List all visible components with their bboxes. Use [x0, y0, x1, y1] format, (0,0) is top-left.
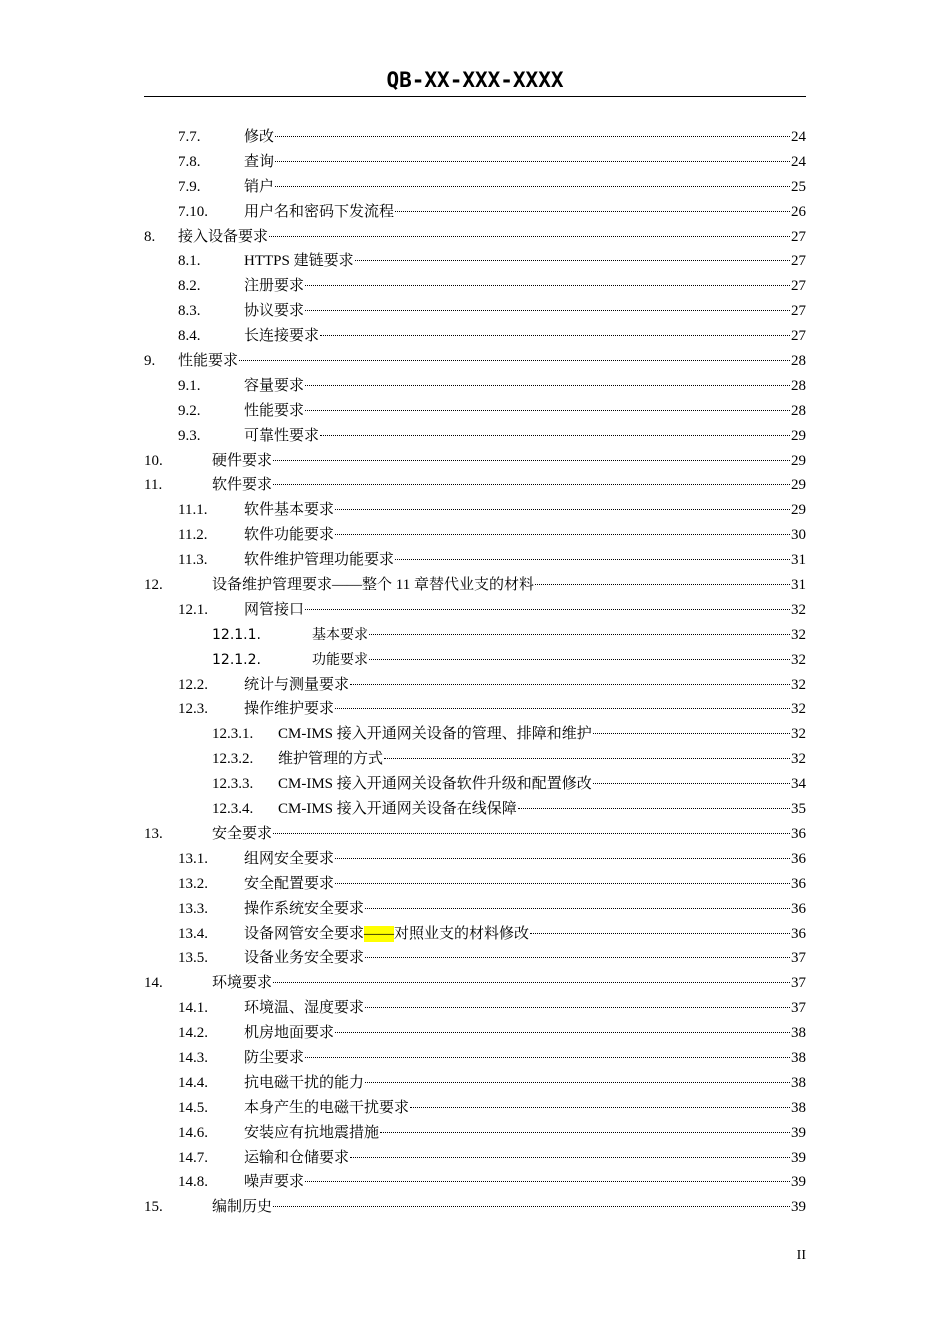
toc-entry-title	[244, 673, 349, 698]
toc-entry-page: 24	[791, 129, 806, 145]
toc-entry[interactable]	[144, 324, 806, 349]
toc-entry[interactable]	[144, 374, 806, 399]
toc-entry[interactable]	[144, 548, 806, 573]
toc-entry-title-text: HTTPS 建链要求	[244, 253, 354, 270]
toc-entry[interactable]	[144, 424, 806, 449]
toc-entry-title-text: 软件基本要求	[244, 502, 335, 519]
toc-entry-number: 12.1.2.	[212, 651, 261, 668]
dot-leader	[335, 882, 790, 884]
toc-entry-title-text: 长连接要求	[244, 328, 320, 345]
toc-entry-page: 38	[791, 1049, 806, 1066]
toc-entry-page: 32	[791, 751, 806, 768]
page-header	[144, 66, 806, 97]
toc-entry-title	[212, 971, 272, 996]
dot-leader	[335, 1031, 790, 1033]
toc-entry-title-text: 操作维护要求	[244, 701, 335, 718]
toc-entry[interactable]	[144, 722, 806, 747]
toc-entry-number: 9.	[144, 353, 156, 370]
toc-entry-title-text: 协议要求	[244, 303, 305, 320]
dot-leader	[239, 359, 790, 361]
toc-entry[interactable]	[144, 1071, 806, 1096]
toc-entry-page: 36	[791, 850, 806, 867]
toc-entry-number: 12.3.	[178, 701, 208, 718]
toc-entry-title	[178, 349, 238, 374]
toc-entry-title	[212, 1195, 272, 1220]
dot-leader	[365, 907, 790, 909]
toc-entry-title-text: 硬件要求	[212, 452, 273, 469]
dot-leader	[275, 160, 790, 162]
toc-entry-number: 12.1.	[178, 601, 208, 618]
toc-entry-page: 36	[791, 825, 806, 842]
toc-entry-number: 12.3.3.	[212, 776, 254, 793]
toc-entry-title	[178, 225, 268, 250]
dot-leader	[273, 981, 790, 983]
toc-entry-title	[244, 200, 394, 225]
toc-entry-title-text: 统计与测量要求	[244, 676, 350, 693]
dot-leader	[355, 259, 790, 261]
toc-entry-title-text: 基本要求	[312, 626, 368, 643]
toc-entry[interactable]	[144, 449, 806, 474]
dot-leader	[273, 1205, 790, 1207]
dot-leader	[518, 807, 790, 809]
toc-entry-page: 30	[791, 527, 806, 544]
toc-entry-title-text: 注册要求	[244, 278, 305, 295]
toc-entry-title	[278, 772, 592, 797]
dot-leader	[384, 757, 790, 759]
toc-entry-title-text: 安装应有抗地震措施	[244, 1124, 380, 1141]
document-code: QB-XX-XXX-XXXX	[386, 68, 564, 92]
toc-entry[interactable]	[144, 673, 806, 698]
toc-entry-page: 32	[791, 701, 806, 718]
toc-entry-title	[244, 1146, 349, 1171]
toc-entry[interactable]	[144, 349, 806, 374]
toc-entry-title-text: 销户	[244, 178, 275, 195]
toc-entry-page: 39	[791, 1124, 806, 1141]
toc-entry-title-text: 软件维护管理功能要求	[244, 552, 395, 569]
toc-entry-title-text: CM-IMS 接入开通网关设备在线保障	[278, 801, 517, 818]
toc-entry-number: 14.4.	[178, 1074, 208, 1091]
toc-entry[interactable]	[144, 747, 806, 772]
table-of-contents	[144, 125, 806, 1220]
toc-entry-title	[244, 523, 334, 548]
toc-entry[interactable]	[144, 225, 806, 250]
toc-entry-title-text: 环境温、湿度要求	[244, 1000, 365, 1017]
toc-entry-page: 26	[791, 203, 806, 220]
toc-entry-page: 37	[791, 1000, 806, 1017]
toc-entry-number: 12.3.4.	[212, 801, 254, 818]
toc-entry-number: 9.1.	[178, 377, 201, 394]
toc-entry-title	[244, 897, 364, 922]
toc-entry-title	[278, 797, 517, 822]
toc-entry-page: 32	[791, 626, 806, 643]
toc-entry-number: 14.7.	[178, 1149, 208, 1166]
toc-entry-title	[212, 473, 272, 498]
toc-entry-page: 38	[791, 1025, 806, 1042]
toc-entry-title-text: 网管接口	[244, 601, 305, 618]
toc-entry-number: 8.1.	[178, 253, 201, 270]
toc-entry-page: 31	[791, 552, 806, 569]
toc-entry[interactable]	[144, 473, 806, 498]
toc-entry-title-text: 防尘要求	[244, 1049, 305, 1066]
toc-entry-title	[244, 274, 304, 299]
toc-entry[interactable]	[144, 498, 806, 523]
toc-entry-title-text: 机房地面要求	[244, 1025, 335, 1042]
toc-entry[interactable]	[144, 200, 806, 225]
toc-entry-page: 39	[791, 1174, 806, 1191]
toc-entry-title	[278, 722, 592, 747]
toc-entry[interactable]	[144, 573, 806, 598]
dot-leader	[275, 185, 790, 187]
toc-entry[interactable]	[144, 299, 806, 324]
dot-leader	[305, 608, 790, 610]
toc-entry-title-text: 软件功能要求	[244, 527, 335, 544]
toc-entry[interactable]	[144, 946, 806, 971]
toc-entry-page: 31	[791, 577, 806, 594]
toc-entry[interactable]	[144, 1195, 806, 1220]
toc-entry-number: 11.	[144, 477, 163, 494]
toc-entry[interactable]	[144, 847, 806, 872]
toc-entry-number: 12.3.2.	[212, 751, 254, 768]
dot-leader	[530, 932, 790, 934]
dot-leader	[335, 857, 790, 859]
dot-leader	[350, 683, 790, 685]
toc-entry-title	[244, 1071, 364, 1096]
toc-entry-number: 12.3.1.	[212, 726, 254, 743]
toc-entry-title	[244, 249, 354, 274]
toc-entry-title	[244, 175, 274, 200]
toc-entry-number: 12.	[144, 577, 163, 594]
toc-entry-title	[244, 598, 304, 623]
toc-entry-number: 7.10.	[178, 203, 208, 220]
dot-leader	[410, 1106, 790, 1108]
toc-entry[interactable]	[144, 175, 806, 200]
toc-entry-title-text: 设备维护管理要求——整个 11 章替代业支的材料	[212, 577, 534, 594]
toc-entry-page: 39	[791, 1199, 806, 1216]
toc-entry[interactable]	[144, 971, 806, 996]
toc-entry-title-text: 运输和仓储要求	[244, 1149, 350, 1166]
toc-entry-number: 11.2.	[178, 527, 208, 544]
toc-entry-title	[244, 847, 334, 872]
toc-entry-title	[278, 747, 383, 772]
toc-entry-title	[212, 822, 272, 847]
toc-entry-title-text: 抗电磁干扰的能力	[244, 1074, 365, 1091]
toc-entry[interactable]	[144, 897, 806, 922]
toc-entry-page: 36	[791, 925, 806, 942]
toc-entry-number: 13.5.	[178, 950, 208, 967]
toc-entry[interactable]	[144, 1046, 806, 1071]
toc-entry[interactable]	[144, 697, 806, 722]
toc-entry-title-text: 可靠性要求	[244, 427, 320, 444]
toc-entry-page: 27	[791, 278, 806, 295]
toc-entry-title-text: 编制历史	[212, 1199, 273, 1216]
toc-entry-number: 13.	[144, 825, 163, 842]
dot-leader	[320, 334, 790, 336]
toc-entry-title-text: 设备网管安全要求	[244, 925, 365, 942]
toc-entry-number: 15.	[144, 1199, 163, 1216]
toc-entry-title	[212, 573, 534, 598]
toc-entry-page: 28	[791, 402, 806, 419]
dot-leader	[335, 533, 790, 535]
toc-entry-title-text: 查询	[244, 153, 275, 170]
toc-entry-page: 29	[791, 502, 806, 519]
dot-leader	[369, 658, 790, 660]
toc-entry-page: 35	[791, 801, 806, 818]
toc-entry-title-text: 安全配置要求	[244, 875, 335, 892]
toc-entry[interactable]	[144, 996, 806, 1021]
toc-entry-title	[244, 946, 364, 971]
dot-leader	[269, 235, 790, 237]
dot-leader	[305, 284, 790, 286]
toc-entry[interactable]	[144, 598, 806, 623]
dot-leader	[395, 210, 790, 212]
dot-leader	[365, 1081, 790, 1083]
toc-entry-page: 39	[791, 1149, 806, 1166]
toc-entry[interactable]	[144, 623, 806, 648]
toc-entry[interactable]	[144, 150, 806, 175]
toc-entry-title-text: 设备业务安全要求	[244, 950, 365, 967]
toc-entry-title	[244, 1121, 379, 1146]
toc-entry-number: 12.1.1.	[212, 626, 261, 643]
toc-entry-page: 38	[791, 1074, 806, 1091]
toc-entry-title-text: 接入设备要求	[178, 228, 269, 245]
toc-entry-number: 13.2.	[178, 875, 208, 892]
dot-leader	[275, 135, 790, 137]
toc-entry-title-text: 噪声要求	[244, 1174, 305, 1191]
toc-entry[interactable]	[144, 772, 806, 797]
toc-entry-title	[244, 299, 304, 324]
toc-entry-title	[244, 424, 319, 449]
toc-entry-title	[244, 996, 364, 1021]
toc-entry-title	[244, 697, 334, 722]
toc-entry[interactable]	[144, 648, 806, 673]
dot-leader	[320, 434, 790, 436]
toc-entry-title	[312, 623, 368, 648]
toc-entry-page: 38	[791, 1099, 806, 1116]
toc-entry-title	[244, 1170, 304, 1195]
toc-entry-number: 8.4.	[178, 328, 201, 345]
toc-entry-number: 13.4.	[178, 925, 208, 942]
toc-entry-title-text: 软件要求	[212, 477, 273, 494]
toc-entry-number: 7.7.	[178, 129, 201, 145]
toc-entry-page: 29	[791, 452, 806, 469]
toc-entry-title-text: 操作系统安全要求	[244, 900, 365, 917]
toc-entry-title	[244, 922, 529, 947]
toc-entry-number: 8.3.	[178, 303, 201, 320]
toc-entry-number: 12.2.	[178, 676, 208, 693]
toc-entry-page: 29	[791, 427, 806, 444]
toc-entry-number: 7.9.	[178, 178, 201, 195]
dot-leader	[535, 583, 790, 585]
toc-entry-number: 13.1.	[178, 850, 208, 867]
toc-entry-title	[212, 449, 272, 474]
toc-entry-title	[312, 648, 368, 673]
dot-leader	[305, 1180, 790, 1182]
highlighted-text: ——	[364, 925, 395, 942]
toc-entry-page: 36	[791, 900, 806, 917]
toc-entry[interactable]	[144, 872, 806, 897]
dot-leader	[305, 384, 790, 386]
toc-entry[interactable]	[144, 922, 806, 947]
toc-entry-title-text: 修改	[244, 129, 275, 145]
toc-entry-title-text: 用户名和密码下发流程	[244, 203, 395, 220]
dot-leader	[350, 1156, 790, 1158]
toc-entry-number: 8.	[144, 228, 156, 245]
toc-entry-page: 32	[791, 601, 806, 618]
dot-leader	[335, 707, 790, 709]
page-number: II	[796, 1248, 806, 1263]
dot-leader	[365, 1006, 790, 1008]
dot-leader	[305, 309, 790, 311]
dot-leader	[305, 1056, 790, 1058]
toc-entry-title	[244, 150, 274, 175]
toc-entry-page: 24	[791, 153, 806, 170]
dot-leader	[273, 459, 790, 461]
toc-entry-title-text: CM-IMS 接入开通网关设备的管理、排障和维护	[278, 726, 592, 743]
dot-leader	[335, 508, 790, 510]
toc-entry-title-text: 性能要求	[178, 353, 239, 370]
dot-leader	[305, 409, 790, 411]
toc-entry-page: 32	[791, 651, 806, 668]
toc-entry-title	[244, 1046, 304, 1071]
toc-entry-title-text: 容量要求	[244, 377, 305, 394]
toc-entry-title	[244, 374, 304, 399]
toc-entry-title-text: CM-IMS 接入开通网关设备软件升级和配置修改	[278, 776, 592, 793]
toc-entry-page: 37	[791, 950, 806, 967]
toc-entry[interactable]	[144, 249, 806, 274]
dot-leader	[395, 558, 790, 560]
toc-entry-title-text: 维护管理的方式	[278, 751, 384, 768]
toc-entry-page: 32	[791, 726, 806, 743]
toc-entry-page: 27	[791, 228, 806, 245]
dot-leader	[380, 1131, 790, 1133]
toc-entry-page: 28	[791, 353, 806, 370]
toc-entry-title	[244, 872, 334, 897]
toc-entry-page: 28	[791, 377, 806, 394]
dot-leader	[273, 832, 790, 834]
toc-entry-page: 25	[791, 178, 806, 195]
toc-entry[interactable]	[144, 523, 806, 548]
toc-entry-number: 14.2.	[178, 1025, 208, 1042]
toc-entry-title	[244, 548, 394, 573]
toc-entry-title	[244, 125, 274, 150]
toc-entry[interactable]	[144, 274, 806, 299]
toc-entry-page: 34	[791, 776, 806, 793]
toc-entry[interactable]	[144, 1170, 806, 1195]
toc-entry-title-text: 功能要求	[312, 651, 368, 668]
toc-entry-title-text: 环境要求	[212, 975, 273, 992]
toc-entry-number: 9.3.	[178, 427, 201, 444]
toc-entry-page: 27	[791, 303, 806, 320]
toc-entry-title-text: 安全要求	[212, 825, 273, 842]
toc-entry-number: 14.3.	[178, 1049, 208, 1066]
toc-entry-page: 37	[791, 975, 806, 992]
toc-entry-number: 14.6.	[178, 1124, 208, 1141]
toc-entry[interactable]	[144, 125, 806, 150]
toc-entry-title-text: 本身产生的电磁干扰要求	[244, 1099, 410, 1116]
toc-entry[interactable]	[144, 1146, 806, 1171]
toc-entry-title	[244, 399, 304, 424]
toc-entry-title-text: 组网安全要求	[244, 850, 335, 867]
dot-leader	[273, 483, 790, 485]
toc-entry[interactable]	[144, 1021, 806, 1046]
toc-entry-number: 14.	[144, 975, 163, 992]
toc-entry-title-text: 对照业支的材料修改	[394, 925, 530, 942]
dot-leader	[369, 633, 790, 635]
toc-entry-title	[244, 324, 319, 349]
toc-entry[interactable]	[144, 1096, 806, 1121]
toc-entry-page: 27	[791, 253, 806, 270]
toc-entry-number: 11.3.	[178, 552, 208, 569]
toc-entry-title	[244, 498, 334, 523]
toc-entry-number: 8.2.	[178, 278, 201, 295]
toc-entry-number: 9.2.	[178, 402, 201, 419]
toc-entry-title	[244, 1096, 409, 1121]
toc-entry-page: 32	[791, 676, 806, 693]
toc-entry[interactable]	[144, 797, 806, 822]
toc-entry-number: 14.1.	[178, 1000, 208, 1017]
toc-entry[interactable]	[144, 399, 806, 424]
toc-entry-number: 7.8.	[178, 153, 201, 170]
toc-entry-title-text: 性能要求	[244, 402, 305, 419]
toc-entry-title	[244, 1021, 334, 1046]
dot-leader	[593, 732, 790, 734]
dot-leader	[365, 956, 790, 958]
toc-entry[interactable]	[144, 822, 806, 847]
toc-entry-number: 10.	[144, 452, 163, 469]
toc-entry-page: 27	[791, 328, 806, 345]
toc-entry-page: 36	[791, 875, 806, 892]
toc-entry-page: 29	[791, 477, 806, 494]
toc-entry[interactable]	[144, 1121, 806, 1146]
dot-leader	[593, 782, 790, 784]
toc-entry-number: 14.5.	[178, 1099, 208, 1116]
toc-entry-number: 14.8.	[178, 1174, 208, 1191]
toc-entry-number: 13.3.	[178, 900, 208, 917]
toc-entry-number: 11.1.	[178, 502, 208, 519]
